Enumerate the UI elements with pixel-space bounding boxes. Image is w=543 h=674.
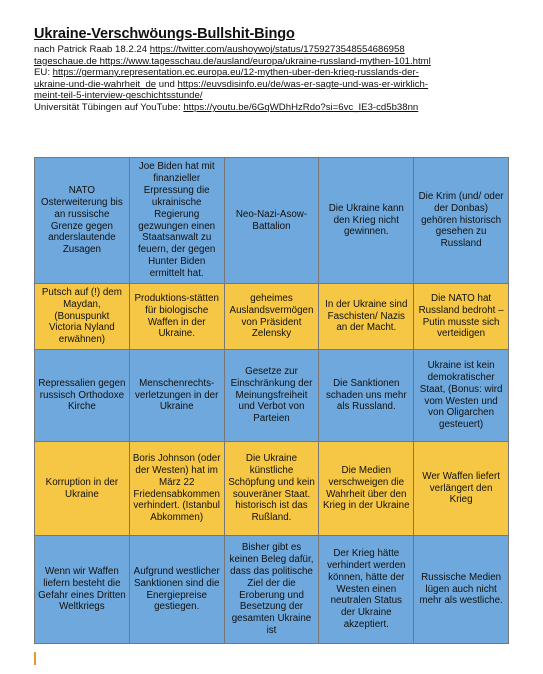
bingo-cell: Produktions-stätten für biologische Waffen in der Ukraine.	[129, 284, 224, 350]
bingo-cell: Der Krieg hätte verhindert werden können, hätte der Westen einen neutralen Status der Ukraine akzeptiert.	[319, 536, 414, 644]
bingo-cell: Joe Biden hat mit finanzieller Erpressung die ukrainische Regierung gezwungen einen Staatsanwalt zu feuern, der gegen Hunter Biden ermittelt hat.	[129, 158, 224, 284]
bingo-cell: In der Ukraine sind Faschisten/ Nazis an der Macht.	[319, 284, 414, 350]
bingo-cell: Aufgrund westlicher Sanktionen sind die Energiepreise gestiegen.	[129, 536, 224, 644]
source-line-3	[34, 67, 510, 79]
source-line-1	[34, 44, 510, 56]
source-author-text: nach Patrick Raab 18.2.24	[34, 44, 150, 55]
bingo-cell: Gesetze zur Einschränkung der Meinungsfreiheit und Verbot von Parteien	[224, 350, 319, 442]
table-row	[35, 158, 509, 284]
eu-label: EU:	[34, 67, 53, 79]
bingo-cell: Die Krim (und/ oder der Donbas) gehören historisch gesehen zu Russland	[414, 158, 509, 284]
conjunction-text: und	[156, 78, 178, 90]
euvsdisinfo-link-continued[interactable]: meint-teil-5-interview-geschichtsstunde/	[34, 90, 203, 102]
bingo-cell: Menschenrechts-verletzungen in der Ukraine	[129, 350, 224, 442]
bingo-cell: Die NATO hat Russland bedroht – Putin musste sich verteidigen	[414, 284, 509, 350]
bingo-cell: Ukraine ist kein demokratischer Staat, (Bonus: wird vom Westen und von Oligarchen gesteuert)	[414, 350, 509, 442]
bingo-cell: Wer Waffen liefert verlängert den Krieg	[414, 442, 509, 536]
table-row	[35, 536, 509, 644]
source-line-4	[34, 79, 510, 91]
bingo-cell: geheimes Auslandsvermögen von Präsident Zelensky	[224, 284, 319, 350]
bingo-table	[34, 157, 509, 644]
bingo-cell: Die Medien verschweigen die Wahrheit über den Krieg in der Ukraine	[319, 442, 414, 536]
tagesschau-link[interactable]: tageschaue.de https://www.tagesschau.de/ausland/europa/ukraine-russland-mythen-101.html	[34, 55, 431, 67]
bingo-cell: Neo-Nazi-Asow-Battalion	[224, 158, 319, 284]
bingo-cell: Bisher gibt es keinen Beleg dafür, dass das politische Ziel der die Eroberung und Besetzung der gesamten Ukraine ist	[224, 536, 319, 644]
bingo-cell: Die Ukraine künstliche Schöpfung und kein souveräner Staat. historisch ist das Rußland.	[224, 442, 319, 536]
text-cursor	[34, 652, 36, 665]
table-row	[35, 350, 509, 442]
bingo-cell: Wenn wir Waffen liefern besteht die Gefahr eines Dritten Weltkriegs	[35, 536, 130, 644]
bingo-cell: Die Ukraine kann den Krieg nicht gewinnen.	[319, 158, 414, 284]
bingo-cell: Putsch auf (!) dem Maydan, (Bonuspunkt Victoria Nyland erwähnen)	[35, 284, 130, 350]
bingo-cell: Boris Johnson (oder der Westen) hat im März 22 Friedensabkommen verhindert. (Istanbul Abkommen)	[129, 442, 224, 536]
source-line-5	[34, 90, 510, 102]
document-header	[34, 26, 510, 114]
eu-link-continued[interactable]: ukraine-und-die-wahrheit_de	[34, 78, 157, 90]
source-line-2	[34, 56, 510, 68]
page-title: Ukraine-Verschwöungs-Bullshit-Bingo	[34, 26, 295, 42]
eu-link[interactable]: https://germany.representation.ec.europa.eu/12-mythen-uber-den-krieg-russlands-der-	[52, 67, 419, 79]
table-row	[35, 284, 509, 350]
table-row	[35, 442, 509, 536]
bingo-cell: NATO Osterweiterung bis an russische Grenze gegen anderslautende Zusagen	[35, 158, 130, 284]
bingo-cell: Russische Medien lügen auch nicht mehr als westliche.	[414, 536, 509, 644]
bingo-cell: Korruption in der Ukraine	[35, 442, 130, 536]
source-line-6	[34, 102, 510, 114]
youtube-label: Universität Tübingen auf YouTube:	[34, 101, 184, 113]
twitter-link[interactable]: https://twitter.com/aushoywoj/status/1759273548554686958	[149, 44, 405, 55]
euvsdisinfo-link[interactable]: https://euvsdisinfo.eu/de/was-er-sagte-und-was-er-wirklich-	[177, 78, 429, 90]
youtube-link[interactable]: https://youtu.be/6GqWDhHzRdo?si=6vc_IE3-cd5b38nn	[183, 101, 419, 113]
bingo-cell: Repressalien gegen russisch Orthodoxe Kirche	[35, 350, 130, 442]
bingo-cell: Die Sanktionen schaden uns mehr als Russland.	[319, 350, 414, 442]
